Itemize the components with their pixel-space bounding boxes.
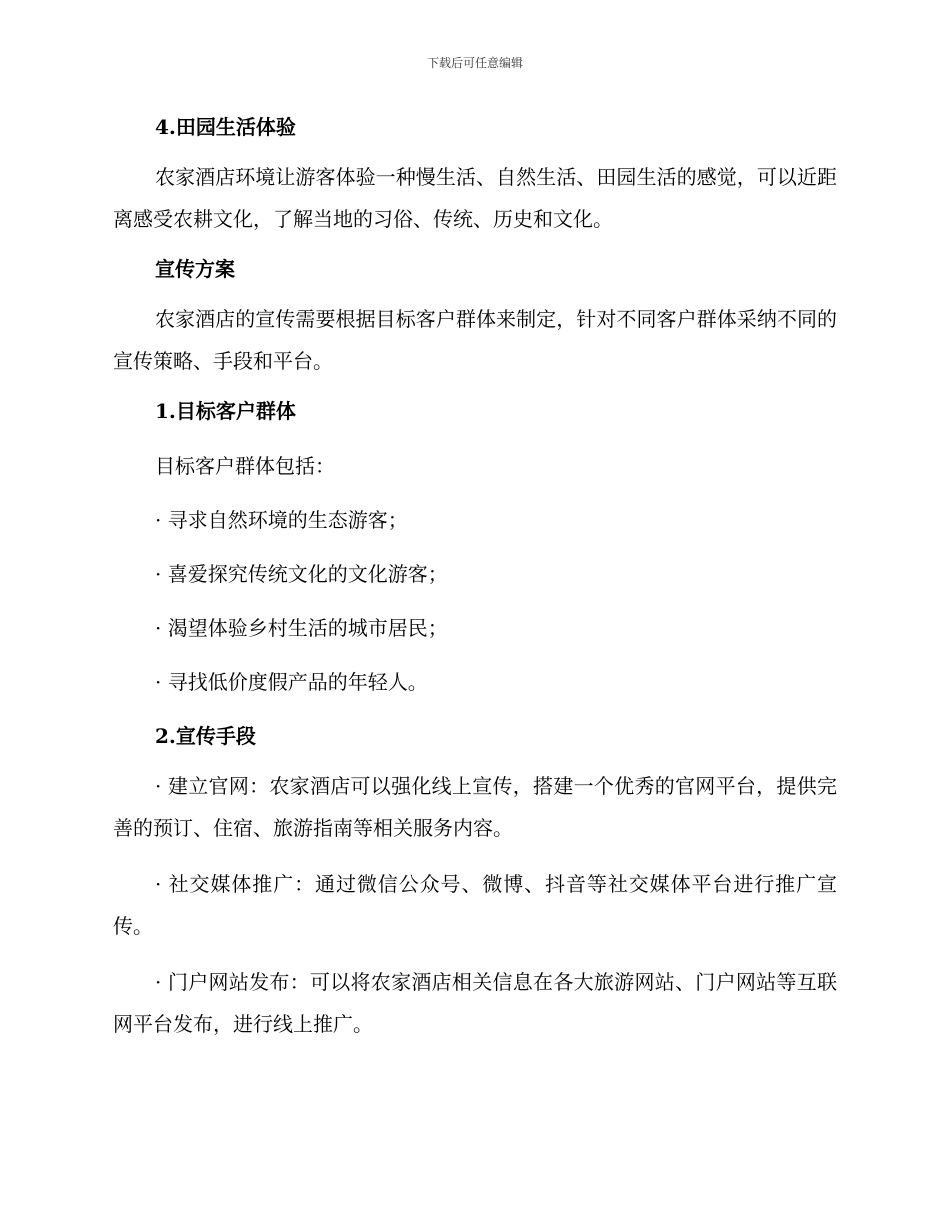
section-heading-promotion-methods: 2.宣传手段 [155, 724, 256, 748]
target-customers-intro: 目标客户群体包括： [155, 454, 335, 478]
list-item: · 渴望体验乡村生活的城市居民； [155, 616, 448, 640]
paragraph-pastoral-life: 农家酒店环境让游客体验一种慢生活、自然生活、田园生活的感觉，可以近距离感受农耕文化，了解当地的习俗、传统、历史和文化。 [113, 165, 837, 231]
paragraph-portal-sites: · 门户网站发布：可以将农家酒店相关信息在各大旅游网站、门户网站等互联网平台发布，进行线上推广。 [113, 970, 837, 1036]
section-heading-target-customers: 1.目标客户群体 [155, 399, 296, 423]
section-heading-promotion-plan: 宣传方案 [155, 257, 235, 281]
list-item: · 寻求自然环境的生态游客； [155, 508, 408, 532]
paragraph-promotion-plan: 农家酒店的宣传需要根据目标客户群体来制定，针对不同客户群体采纳不同的宣传策略、手段和平台。 [113, 307, 837, 373]
list-item: · 喜爱探究传统文化的文化游客； [155, 562, 448, 586]
document-body [113, 110, 837, 1045]
list-item: · 寻找低价度假产品的年轻人。 [155, 670, 428, 694]
page-header: 下载后可任意编辑 [426, 56, 523, 70]
paragraph-social-media: · 社交媒体推广：通过微信公众号、微博、抖音等社交媒体平台进行推广宣传。 [113, 872, 837, 938]
section-heading-pastoral-life: 4.田园生活体验 [155, 115, 296, 139]
paragraph-official-website: · 建立官网：农家酒店可以强化线上宣传，搭建一个优秀的官网平台，提供完善的预订、住宿、旅游指南等相关服务内容。 [113, 774, 837, 840]
